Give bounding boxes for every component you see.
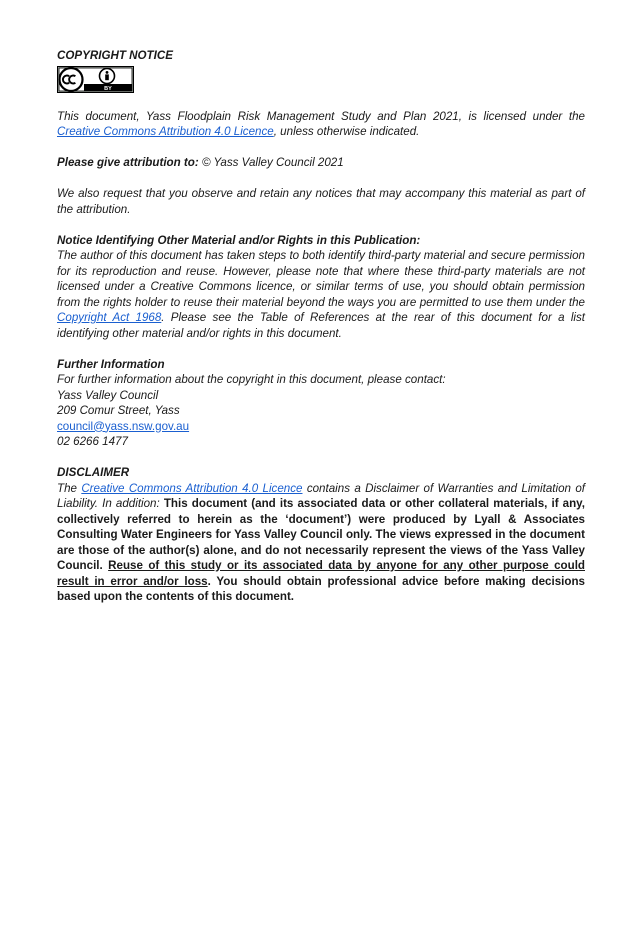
contact-address: 209 Comur Street, Yass	[57, 404, 180, 417]
attribution-paragraph	[57, 155, 585, 171]
disclaimer-text-middle: contains a Disclaimer of Warranties and Limitation of Liability. In addition:	[57, 481, 585, 510]
disclaimer-paragraph	[57, 481, 585, 605]
disclaimer-underlined-warning: Reuse of this study or its associated data by anyone for any other purpose could result in error and/or loss	[57, 559, 585, 588]
creative-commons-licence-link[interactable]: Creative Commons Attribution 4.0 Licence	[57, 125, 274, 138]
notice-text-start: The author of this document has taken steps to both identify third-party material and secure permission for its reproduction and reuse. However, please note that where these third-party materials are not licensed under a Creative Commons licence, or similar terms of use, you should obtain permission from the rights holder to reuse their material beyond the ways you are permitted to use them under the	[57, 249, 585, 309]
copyright-act-link[interactable]: Copyright Act 1968	[57, 311, 162, 324]
further-information-heading: Further Information	[57, 357, 165, 371]
disclaimer-bold-text: This document (and its associated data or other collateral materials, if any, collectively referred to herein as the ‘document’) were produced by Lyall & Associates Consulting Water Engineers for Yass Valley Council only. The views expressed in the document are those of the author(s) alone, and do not necessarily represent the views of the Yass Valley Council.	[57, 497, 585, 572]
notice-paragraph	[57, 248, 585, 341]
disclaimer-licence-link[interactable]: Creative Commons Attribution 4.0 Licence	[81, 481, 303, 495]
disclaimer-bold-closing: . You should obtain professional advice before making decisions based upon the contents of this document.	[57, 574, 585, 603]
cc-by-licence-badge	[57, 66, 134, 93]
document-page	[57, 48, 585, 605]
notice-text-end: . Please see the Table of References at the rear of this document for a list identifying other material and/or rights in this document.	[57, 311, 585, 340]
licence-paragraph	[57, 109, 585, 140]
contact-organisation: Yass Valley Council	[57, 388, 159, 402]
licence-text-end: , unless otherwise indicated.	[273, 125, 420, 138]
attribution-label: Please give attribution to:	[57, 156, 199, 169]
further-information-intro: For further information about the copyright in this document, please contact:	[57, 373, 446, 386]
cc-by-badge-label: BY	[104, 85, 112, 92]
attribution-text: © Yass Valley Council 2021	[198, 156, 344, 169]
request-paragraph: We also request that you observe and retain any notices that may accompany this material as part of the attribution.	[57, 187, 585, 216]
copyright-heading: COPYRIGHT NOTICE	[57, 49, 173, 62]
licence-text-start: This document, Yass Floodplain Risk Management Study and Plan 2021, is licensed under the	[57, 109, 585, 123]
disclaimer-heading: DISCLAIMER	[57, 466, 130, 479]
notice-heading: Notice Identifying Other Material and/or Rights in this Publication:	[57, 233, 421, 247]
disclaimer-text-start: The	[57, 481, 82, 495]
contact-email-link[interactable]: council@yass.nsw.gov.au	[57, 419, 190, 433]
contact-phone: 02 6266 1477	[57, 435, 128, 448]
